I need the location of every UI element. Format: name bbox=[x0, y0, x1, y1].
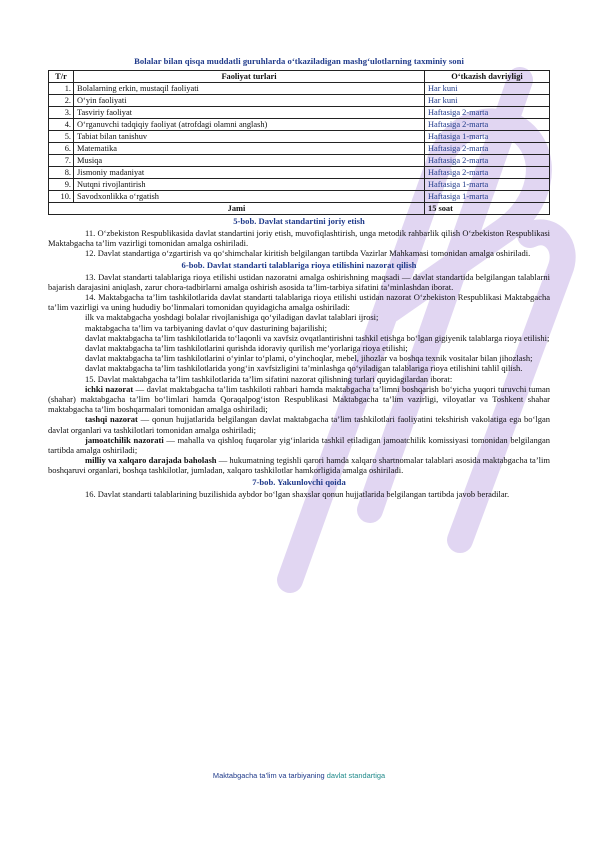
table-row bbox=[49, 143, 550, 155]
table-row bbox=[49, 191, 550, 203]
row-number: 8. bbox=[49, 167, 74, 179]
table-row bbox=[49, 131, 550, 143]
control-type-description: — mahalla va qishloq fuqarolar yig‘inlarida tashkil etiladigan jamoatchilik komissiyasi tomonidan belgilangan tartibda amalga oshiriladi; bbox=[48, 434, 550, 456]
row-number: 1. bbox=[49, 83, 74, 95]
row-number: 10. bbox=[49, 191, 74, 203]
paragraph: 14. Maktabgacha ta’lim tashkilotlarida davlat standarti talablariga rioya etilishi ustidan nazorat O‘zbekiston Respublikasi Maktabgacha ta’lim vazirligi va uning hududiy bo‘linmalari tomonidan quyidagicha amalga oshiriladi: bbox=[48, 292, 550, 313]
activities-table bbox=[48, 70, 550, 215]
control-type-description: — davlat maktabgacha ta’lim tashkiloti rahbari hamda maktabgacha ta’limni boshqarish bo‘yicha yuqori turuvchi tuman (shahar) maktabgacha ta’lim bo‘limlari hamda Qoraqalpog‘iston Respublikasi Maktabgacha ta’lim vazirligi, viloyatlar va Toshkent shahar maktabgacha ta’lim boshqarmalari tomonidan amalga oshiriladi; bbox=[48, 383, 550, 415]
table-row bbox=[49, 155, 550, 167]
document-sections bbox=[48, 216, 550, 499]
paragraph: 15. Davlat maktabgacha ta’lim tashkilotlarida ta’lim sifatini nazorat qilishning turlari quyidagilardan iborat: bbox=[85, 373, 453, 384]
paragraph: 12. Davlat standartiga o‘zgartirish va qo‘shimchalar kiritish belgilangan tartibda Vazirlar Mahkamasi tomonidan amalga oshiriladi. bbox=[85, 248, 531, 259]
row-frequency: Haftasiga 2-marta bbox=[425, 155, 550, 167]
paragraph: 11. O‘zbekiston Respublikasida davlat standartini joriy etish, muvofiqlashtirish, unga metodik rahbarlik qilish O‘zbekiston Respublikasi Maktabgacha ta’lim vazirligi tomonidan amalga oshiriladi. bbox=[48, 228, 550, 249]
paragraph: maktabgacha ta’lim va tarbiyaning davlat o‘quv dasturining bajarilishi; bbox=[85, 322, 327, 333]
section-heading: 5-bob. Davlat standartini joriy etish bbox=[233, 216, 365, 226]
row-number: 7. bbox=[49, 155, 74, 167]
total-label: Jami bbox=[49, 203, 425, 215]
control-type-item bbox=[48, 435, 550, 455]
table-total-row bbox=[49, 203, 550, 215]
row-activity: Nutqni rivojlantirish bbox=[74, 179, 425, 191]
row-frequency: Haftasiga 1-marta bbox=[425, 131, 550, 143]
row-activity: Jismoniy madaniyat bbox=[74, 167, 425, 179]
row-frequency: Haftasiga 1-marta bbox=[425, 191, 550, 203]
paragraph: 16. Davlat standarti talablarining buzilishida aybdor bo‘lgan shaxslar qonun hujjatlarida belgilangan tartibda javob beradilar. bbox=[85, 488, 510, 499]
row-frequency: Haftasiga 2-marta bbox=[425, 107, 550, 119]
row-number: 9. bbox=[49, 179, 74, 191]
section-heading: 6-bob. Davlat standarti talablariga rioya etilishini nazorat qilish bbox=[181, 259, 417, 270]
row-frequency: Haftasiga 1-marta bbox=[425, 179, 550, 191]
row-activity: Tabiat bilan tanishuv bbox=[74, 131, 425, 143]
table-row bbox=[49, 83, 550, 95]
table-title: Bolalar bilan qisqa muddatli guruhlarda o‘tkaziladigan mashg‘ulotlarning taxminiy soni bbox=[134, 56, 464, 66]
header-frequency: O‘tkazish davriyligi bbox=[425, 71, 550, 83]
table-body bbox=[49, 83, 550, 203]
paragraph: davlat maktabgacha ta’lim tashkilotlarida to‘laqonli va xavfsiz ovqatlantirishni tashkil etishga bo‘lgan gigiyenik talablarga rioya etilishi; bbox=[85, 332, 550, 343]
footer-text: Maktabgacha ta’lim va tarbiyaning bbox=[212, 771, 325, 780]
row-number: 3. bbox=[49, 107, 74, 119]
table-header-row bbox=[49, 71, 550, 83]
page-footer bbox=[48, 771, 550, 780]
row-number: 5. bbox=[49, 131, 74, 143]
control-type-item bbox=[48, 455, 550, 475]
paragraph: davlat maktabgacha ta’lim tashkilotlarini qurishda idoraviy qurilish me’yorlariga rioya etilishi; bbox=[85, 343, 408, 354]
row-frequency: Har kuni bbox=[425, 83, 550, 95]
header-number: T/r bbox=[49, 71, 74, 83]
row-activity: Bolalarning erkin, mustaqil faoliyati bbox=[74, 83, 425, 95]
paragraph: davlat maktabgacha ta’lim tashkilotlarini o‘yinlar to‘plami, o‘yinchoqlar, mebel, jihozlar va boshqa texnik vositalar bilan jihozlash; bbox=[85, 353, 533, 364]
control-type-description: — hukumatning tegishli qarori hamda xalqaro shartnomalar talablari asosida maktabgacha ta’lim boshqaruvi organlari, boshqa tashkilotlar, jumladan, xalqaro tashkilotlar hamkorligida amalga oshiriladi. bbox=[48, 455, 550, 476]
row-activity: Tasviriy faoliyat bbox=[74, 107, 425, 119]
footer-text-accent: davlat standartiga bbox=[326, 771, 386, 780]
table-row bbox=[49, 107, 550, 119]
row-activity: Matematika bbox=[74, 143, 425, 155]
control-type-term: jamoatchilik nazorati bbox=[85, 434, 164, 445]
table-row bbox=[49, 95, 550, 107]
row-activity: O‘rganuvchi tadqiqiy faoliyat (atrofdagi olamni anglash) bbox=[74, 119, 425, 131]
control-type-item bbox=[48, 414, 550, 434]
control-type-description: — qonun hujjatlarida belgilangan davlat maktabgacha ta’lim tashkilotlari faoliyatini tekshirish vakolatiga ega bo‘lgan davlat organlari va tashkilotlari tomonidan amalga oshiriladi; bbox=[48, 414, 550, 435]
row-number: 6. bbox=[49, 143, 74, 155]
table-row bbox=[49, 179, 550, 191]
paragraph: davlat maktabgacha ta’lim tashkilotlarida yong‘in xavfsizligini ta’minlashga qo‘yiladigan talablariga rioya etilishini tahlil qilish. bbox=[85, 363, 523, 374]
row-frequency: Haftasiga 2-marta bbox=[425, 119, 550, 131]
row-activity: O‘yin faoliyati bbox=[74, 95, 425, 107]
document-page bbox=[48, 56, 550, 499]
section-heading: 7-bob. Yakunlovchi qoida bbox=[252, 476, 346, 487]
table-row bbox=[49, 167, 550, 179]
paragraph: 13. Davlat standarti talablariga rioya etilishi ustidan nazoratni amalga oshirishning maqsadi — davlat standartida belgilangan talablarni bajarish darajasini aniqlash, zarur chora-tadbirlarni amalga oshirish asosida ta’lim-tarbiya sifatini ta’minlashdan iborat. bbox=[48, 271, 550, 292]
row-number: 2. bbox=[49, 95, 74, 107]
total-value: 15 soat bbox=[425, 203, 550, 215]
row-activity: Savodxonlikka o‘rgatish bbox=[74, 191, 425, 203]
control-type-term: milliy va xalqaro darajada baholash bbox=[85, 455, 217, 466]
control-type-item bbox=[48, 384, 550, 415]
control-type-term: ichki nazorat bbox=[85, 383, 134, 394]
row-number: 4. bbox=[49, 119, 74, 131]
row-activity: Musiqa bbox=[74, 155, 425, 167]
row-frequency: Har kuni bbox=[425, 95, 550, 107]
paragraph: ilk va maktabgacha yoshdagi bolalar rivojlanishiga qo‘yiladigan davlat talablari ijrosi; bbox=[85, 312, 379, 323]
control-type-term: tashqi nazorat bbox=[85, 414, 138, 425]
row-frequency: Haftasiga 2-marta bbox=[425, 143, 550, 155]
header-activity: Faoliyat turlari bbox=[74, 71, 425, 83]
row-frequency: Haftasiga 2-marta bbox=[425, 167, 550, 179]
table-row bbox=[49, 119, 550, 131]
